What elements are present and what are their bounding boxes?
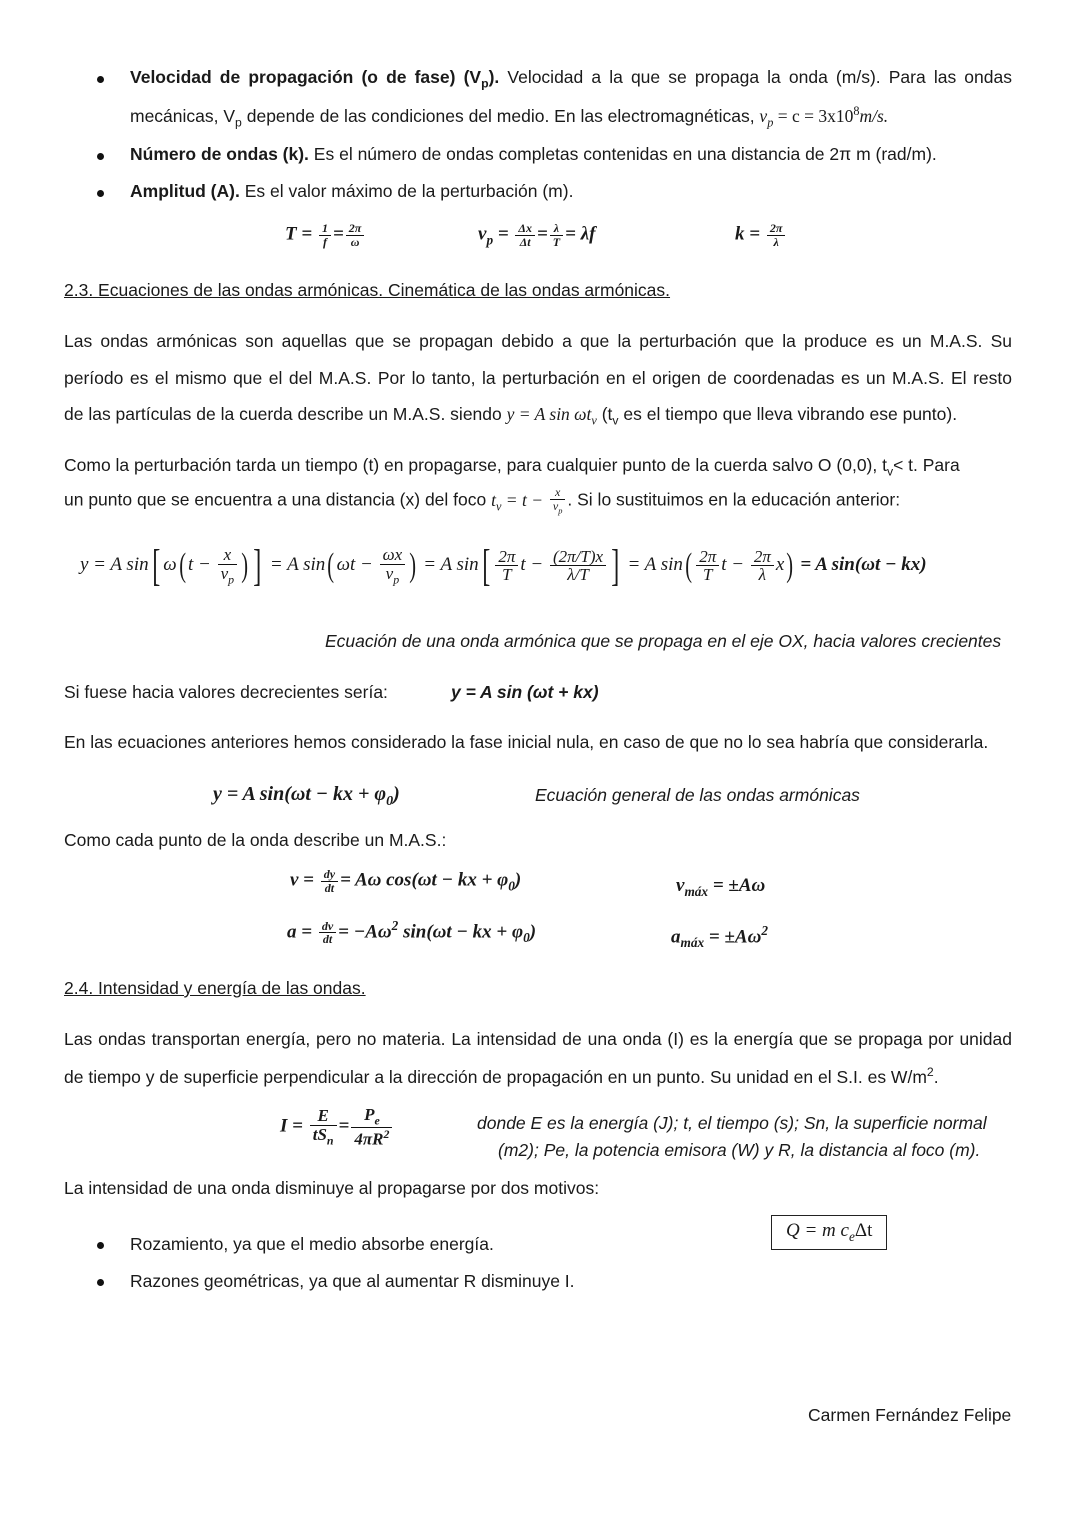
- formula-acceleration-particle: a = $\frac{dv}{dt}$ = $-A\omega^2$ sin(ωt − kx + $\varphi_0$): [287, 918, 537, 947]
- formula-amax: $a_{máx} = \pm A\omega^2$: [671, 923, 768, 951]
- bullet-amplitud: [130, 181, 573, 202]
- bullet-dot: [97, 1279, 104, 1286]
- decreasing-label: Si fuese hacia valores decrecientes sería:: [64, 682, 388, 702]
- s24-paragraph1-line1: Las ondas transportan energía, pero no materia. La intensidad de una onda (I) es la energía que se propaga por unidad: [64, 1029, 1012, 1049]
- author-footer: Carmen Fernández Felipe: [808, 1405, 1012, 1425]
- bullet-dot: [97, 1242, 104, 1249]
- bullet-velocidad-line1: [130, 67, 1012, 91]
- bullet-dot: [97, 76, 104, 83]
- intensity-note-line1: donde E es la energía (J); t, el tiempo (s); Sn, la superficie normal: [477, 1113, 987, 1133]
- desc-numero-ondas: Es el número de ondas completas contenidas en una distancia de 2π m (rad/m).: [313, 144, 937, 164]
- s24-paragraph1-line2: de tiempo y de superficie perpendicular a la dirección de propagación en un punto. Su unidad en el S.I. es $W/m^2$.: [64, 1065, 939, 1087]
- desc-velocidad: Velocidad a la que se propaga la onda (m/s). Para las ondas: [507, 67, 1012, 87]
- reason-geometric: Razones geométricas, ya que al aumentar R disminuye I.: [130, 1271, 575, 1291]
- phase-text: En las ecuaciones anteriores hemos considerado la fase inicial nula, en caso de que no lo sea habría que considerarla.: [64, 732, 989, 752]
- main-wave-equation: y = A sin[ ω( t − $\frac{x}{v_p}$ ) ] = A sin( ωt − $\frac{\omega x}{v_p}$ ) = A sin[ $\frac{2\pi}{T}$ t − $\frac{(2\pi/T)x}{\lambda/T}$ ] = A sin( $\frac{2\pi}{T}$ t − $\frac{2\pi}{\lambda}$ x) = A sin(ωt − kx): [80, 540, 927, 590]
- formula-period: T = $\frac{1}{f}$ = $\frac{2\pi}{\omega}$: [285, 222, 366, 248]
- formula-tv: $t_v = t$ −: [491, 489, 544, 514]
- bullet-dot: [97, 190, 104, 197]
- bullet-numero-ondas: [130, 144, 937, 165]
- bullet-velocidad-line2: mecánicas, $V_p$ depende de las condiciones del medio. En las electromagnéticas, $v_p = c = 3x10^8m/s$.: [130, 104, 889, 130]
- formula-velocity: $v_p$ = $\frac{\Delta x}{\Delta t}$ = $\frac{\lambda}{T}$ = λf: [478, 221, 596, 249]
- intensity-note-line2: (m2); Pe, la potencia emisora (W) y R, la distancia al foco (m).: [498, 1140, 981, 1160]
- boxed-heat-formula: Q = m $c_e\Delta t$: [771, 1215, 887, 1250]
- formula-vp-c: $v_p = c = 3x10^8m/s$.: [759, 104, 889, 130]
- heading-section-2-3: 2.3. Ecuaciones de las ondas armónicas. Cinemática de las ondas armónicas.: [64, 280, 671, 300]
- caption-general-wave: Ecuación general de las ondas armónicas: [535, 785, 860, 805]
- term-velocidad: Velocidad de propagación (o de fase) $(V_p)$.: [130, 67, 500, 91]
- s23-paragraph2-line2: un punto que se encuentra a una distancia (x) del foco $t_v = t$ − $\frac{x}{v_p}$ . Si lo sustituimos en la educación anterior:: [64, 485, 901, 515]
- formula-vmax: $v_{máx} = \pm A\omega$: [676, 875, 766, 899]
- decrease-text: La intensidad de una onda disminuye al propagarse por dos motivos:: [64, 1178, 600, 1198]
- bullet-dot: [97, 153, 104, 160]
- formula-velocity-particle: v = $\frac{dy}{dt}$ = Aω cos(ωt − kx + $\varphi_0$): [290, 867, 522, 895]
- formula-mas-point: y = A $\sin \omega t_v$: [506, 404, 597, 428]
- s23-paragraph1-line2: período es el mismo que el del M.A.S. Por lo tanto, la perturbación en el origen de coordenadas es un M.A.S. El resto: [64, 368, 1012, 388]
- desc-amplitud: Es el valor máximo de la perturbación (m).: [244, 181, 574, 201]
- s23-paragraph1-line3: de las partículas de la cuerda describe un M.A.S. siendo y = A $\sin \omega t_v$ ($t_v$ es el tiempo que lleva vibrando ese punto).: [64, 404, 958, 428]
- reason-friction: Rozamiento, ya que el medio absorbe energía.: [130, 1234, 494, 1254]
- term-numero-ondas: Número de ondas (k).: [130, 144, 309, 164]
- term-amplitud: Amplitud (A).: [130, 181, 240, 201]
- formula-wavenumber: k = $\frac{2\pi}{\lambda}$: [735, 222, 787, 248]
- mas-text: Como cada punto de la onda describe un M.A.S.:: [64, 830, 447, 850]
- heading-section-2-4: 2.4. Intensidad y energía de las ondas.: [64, 978, 366, 998]
- formula-decreasing: y = A sin (ωt + kx): [451, 682, 599, 702]
- s23-paragraph1-line1: Las ondas armónicas son aquellas que se propagan debido a que la perturbación que la produce es un M.A.S. Su: [64, 331, 1012, 351]
- s23-paragraph2-line1: Como la perturbación tarda un tiempo (t) en propagarse, para cualquier punto de la cuerda salvo O (0,0), $t_v< t$. Para: [64, 455, 960, 479]
- formula-general-wave: y = A sin(ωt − kx + $\varphi_0$): [213, 783, 400, 809]
- formula-intensity: I = $\frac{E}{tS_n}$ = $\frac{P_e}{4\pi R^2}$: [280, 1106, 394, 1148]
- caption-wave-equation: Ecuación de una onda armónica que se propaga en el eje OX, hacia valores crecientes: [325, 631, 1002, 651]
